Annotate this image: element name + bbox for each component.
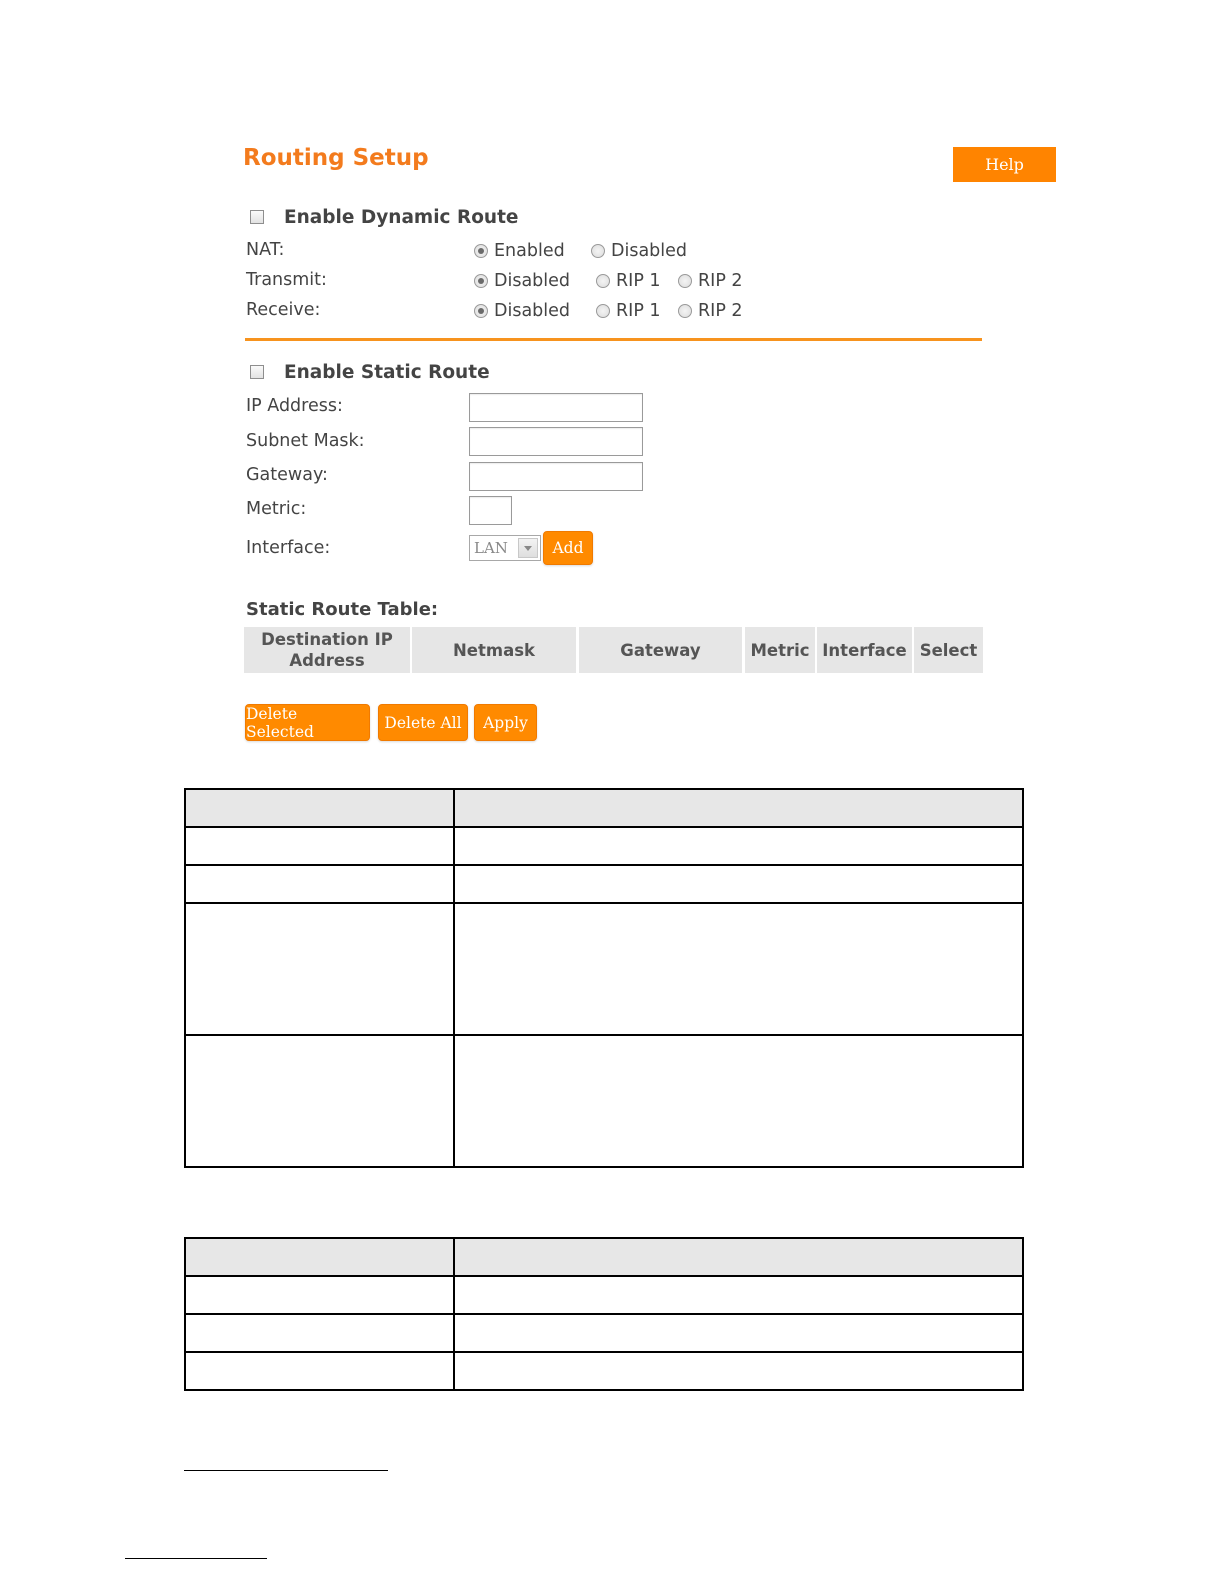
static-route-heading: Enable Static Route [284, 362, 490, 383]
receive-disabled-label: Disabled [494, 301, 571, 321]
nat-label: NAT: [246, 240, 285, 260]
col-metric: Metric [745, 627, 815, 673]
col-netmask: Netmask [412, 627, 576, 673]
transmit-rip2-label: RIP 2 [698, 271, 743, 291]
footnote-rule [184, 1470, 388, 1471]
table-header-row [185, 789, 1023, 827]
transmit-label: Transmit: [246, 270, 327, 290]
table-row [185, 1276, 1023, 1314]
table-row [185, 903, 1023, 1035]
receive-rip2-label: RIP 2 [698, 301, 743, 321]
transmit-disabled-radio[interactable] [474, 274, 488, 288]
gateway-input[interactable] [469, 462, 643, 491]
enable-static-route-checkbox[interactable] [250, 365, 264, 379]
nat-enabled-label: Enabled [494, 241, 565, 261]
section-divider [245, 338, 982, 341]
transmit-rip1-label: RIP 1 [616, 271, 661, 291]
page-title: Routing Setup [243, 145, 429, 171]
table-row [185, 827, 1023, 865]
transmit-rip2-radio[interactable] [678, 274, 692, 288]
dynamic-route-heading: Enable Dynamic Route [284, 207, 519, 228]
footer-rule [125, 1558, 267, 1559]
ip-address-input[interactable] [469, 393, 643, 422]
metric-label: Metric: [246, 499, 307, 519]
table-row [185, 1035, 1023, 1167]
subnet-mask-label: Subnet Mask: [246, 431, 365, 451]
transmit-rip1-radio[interactable] [596, 274, 610, 288]
help-button[interactable]: Help [953, 147, 1056, 182]
nat-enabled-radio[interactable] [474, 244, 488, 258]
table-row [185, 1314, 1023, 1352]
apply-button[interactable]: Apply [474, 704, 537, 741]
description-table-1 [184, 788, 1024, 1168]
receive-rip2-radio[interactable] [678, 304, 692, 318]
gateway-label: Gateway: [246, 465, 328, 485]
table-row [185, 1352, 1023, 1390]
subnet-mask-input[interactable] [469, 427, 643, 456]
chevron-down-icon[interactable] [518, 538, 538, 558]
interface-select-value: LAN [474, 539, 508, 557]
ip-address-label: IP Address: [246, 396, 343, 416]
receive-disabled-radio[interactable] [474, 304, 488, 318]
description-table-2 [184, 1237, 1024, 1391]
col-interface: Interface [817, 627, 912, 673]
delete-selected-button[interactable]: Delete Selected [245, 704, 370, 741]
interface-label: Interface: [246, 538, 331, 558]
table-header-row [185, 1238, 1023, 1276]
transmit-disabled-label: Disabled [494, 271, 571, 291]
receive-label: Receive: [246, 300, 321, 320]
table-row [185, 865, 1023, 903]
route-table-title: Static Route Table: [246, 599, 439, 620]
add-button[interactable]: Add [543, 531, 593, 565]
delete-all-button[interactable]: Delete All [378, 704, 468, 741]
nat-disabled-label: Disabled [611, 241, 688, 261]
col-select: Select [914, 627, 983, 673]
receive-rip1-radio[interactable] [596, 304, 610, 318]
col-gateway: Gateway [579, 627, 742, 673]
interface-select[interactable] [469, 535, 541, 561]
receive-rip1-label: RIP 1 [616, 301, 661, 321]
nat-disabled-radio[interactable] [591, 244, 605, 258]
metric-input[interactable] [469, 496, 512, 525]
enable-dynamic-route-checkbox[interactable] [250, 210, 264, 224]
col-destination-ip: Destination IP Address [244, 627, 410, 673]
